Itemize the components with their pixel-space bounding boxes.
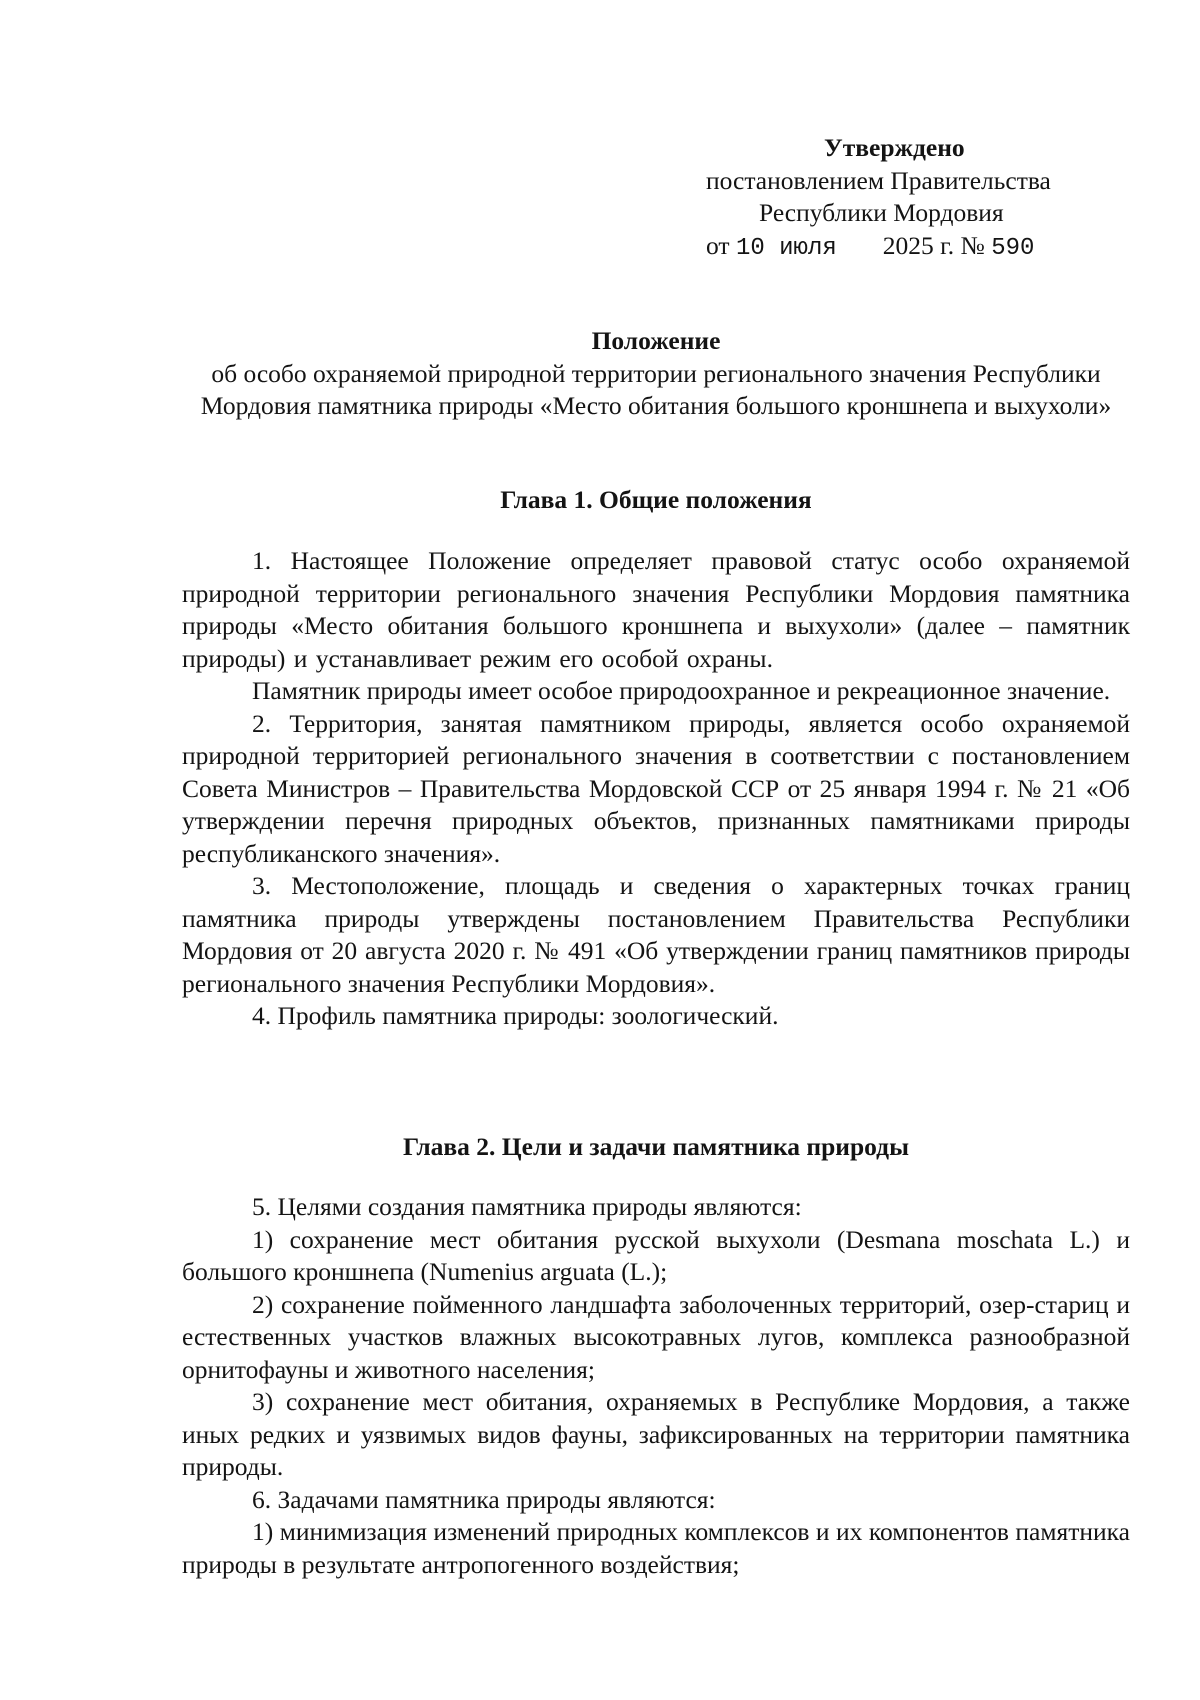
- paragraph-6: 6. Задачами памятника природы являются:: [252, 1484, 716, 1514]
- paragraph-5: 5. Целями создания памятника природы являются:: [252, 1192, 802, 1221]
- chapter-2-heading: Глава 2. Цели и задачи памятника природы: [403, 1132, 909, 1161]
- paragraph-5-item-2: 2) сохранение пойменного ландшафта заболоченных территорий, озер-стариц и естественных участков влажных высокотравных лугов, комплекса разнообразной орнитофауны и животного населения;: [182, 1289, 1130, 1384]
- approval-date-value: 10 июля: [735, 234, 837, 262]
- chapter-1-body: [182, 545, 1130, 1033]
- approval-issuer-region: Республики Мордовия: [759, 198, 1004, 227]
- approval-date-prefix: от: [706, 230, 730, 260]
- approval-year: 2025 г. №: [882, 230, 985, 260]
- chapter-2-body: [182, 1191, 1130, 1581]
- chapter-1-heading: Глава 1. Общие положения: [500, 485, 812, 514]
- approval-date-line: [688, 230, 1148, 266]
- approval-title: Утверждено: [824, 133, 965, 162]
- paragraph-1: 1. Настоящее Положение определяет правовой статус особо охраняемой природной территории регионального значения Республики Мордовия памятника природы «Место обитания большого кроншнепа и выхухоли» (далее – памятник природы) и устанавливает режим его особой охраны.: [182, 546, 1130, 673]
- paragraph-4: 4. Профиль памятника природы: зоологический.: [252, 1001, 779, 1030]
- document-title: Положение: [591, 326, 721, 355]
- paragraph-5-item-3: 3) сохранение мест обитания, охраняемых в Республике Мордовия, а также иных редких и уязвимых видов фауны, зафиксированных на территории памятника природы.: [182, 1387, 1130, 1481]
- paragraph-3: 3. Местоположение, площадь и сведения о характерных точках границ памятника природы утверждены постановлением Правительства Республики Мордовия от 20 августа 2020 г. № 491 «Об утверждении границ памятников природы регионального значения Республики Мордовия».: [182, 871, 1130, 998]
- paragraph-1-note: Памятник природы имеет особое природоохранное и рекреационное значение.: [252, 676, 1111, 705]
- document-title-block: [182, 325, 1130, 423]
- approval-issuer-line: постановлением Правительства: [706, 165, 1051, 195]
- document-subtitle: об особо охраняемой природной территории регионального значения Республики Мордовия памятника природы «Место обитания большого кроншнепа и выхухоли»: [200, 358, 1112, 420]
- paragraph-2: 2. Территория, занятая памятником природы, является особо охраняемой природной территорией регионального значения в соответствии с постановлением Совета Министров – Правительства Мордовской ССР от 25 января 1994 г. № 21 «Об утверждении перечня природных объектов, признанных памятниками природы республиканского значения».: [182, 708, 1130, 868]
- approval-block: [688, 132, 1148, 265]
- approval-number: 590: [991, 234, 1035, 262]
- paragraph-6-item-1: 1) минимизация изменений природных комплексов и их компонентов памятника природы в результате антропогенного воздействия;: [182, 1517, 1130, 1579]
- paragraph-5-item-1: 1) сохранение мест обитания русской выхухоли (Desmana moschata L.) и большого кроншнепа (Numenius arguata (L.);: [182, 1224, 1130, 1286]
